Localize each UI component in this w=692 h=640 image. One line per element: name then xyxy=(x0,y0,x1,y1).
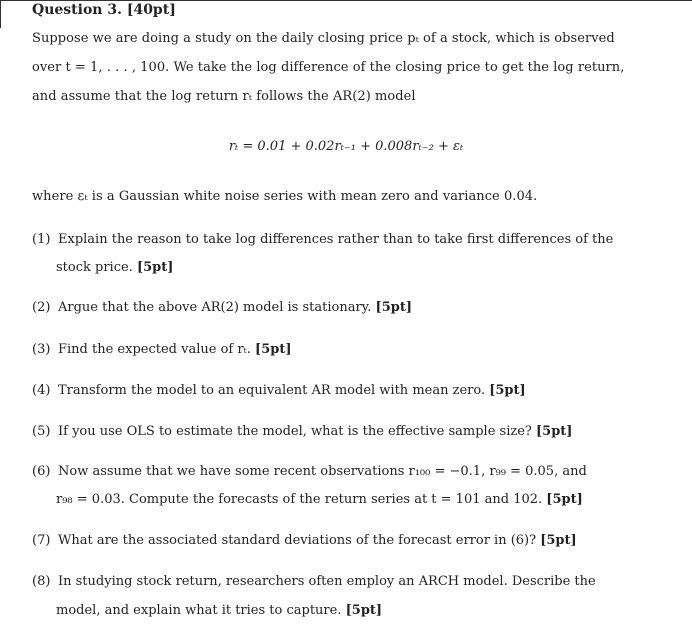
list-item xyxy=(32,232,613,247)
item-number: (6) xyxy=(32,464,51,479)
item-text: Find the expected value of rₜ. xyxy=(58,342,251,357)
top-border xyxy=(0,0,692,1)
item-points: [5pt] xyxy=(375,300,412,315)
item-text: If you use OLS to estimate the model, what is the effective sample size? xyxy=(58,424,532,439)
item-number: (5) xyxy=(32,424,51,439)
item-text: model, and explain what it tries to capture. xyxy=(56,603,342,618)
intro-line-1: Suppose we are doing a study on the daily closing price pₜ of a stock, which is observed xyxy=(32,31,615,46)
item-text: What are the associated standard deviations of the forecast error in (6)? xyxy=(58,533,537,548)
intro-line-2: over t = 1, . . . , 100. We take the log difference of the closing price to get the log return, xyxy=(32,60,625,75)
question-title: Question 3. [40pt] xyxy=(32,2,176,18)
intro-line-3: and assume that the log return rₜ follows the AR(2) model xyxy=(32,89,416,104)
item-text: Now assume that we have some recent observations r₁₀₀ = −0.1, r₉₉ = 0.05, and xyxy=(58,464,587,479)
item-points: [5pt] xyxy=(546,492,583,507)
list-item xyxy=(32,342,292,357)
list-item xyxy=(32,424,572,439)
ar2-equation: rₜ = 0.01 + 0.02rₜ₋₁ + 0.008rₜ₋₂ + εₜ xyxy=(228,139,464,154)
item-number: (2) xyxy=(32,300,51,315)
item-number: (7) xyxy=(32,533,51,548)
item-points: [5pt] xyxy=(345,603,383,618)
item-text: Argue that the above AR(2) model is stationary. xyxy=(58,300,372,315)
list-item-continuation xyxy=(56,260,173,275)
item-text: stock price. xyxy=(56,260,133,275)
item-points: [5pt] xyxy=(536,424,573,439)
list-item xyxy=(32,300,412,315)
item-number: (3) xyxy=(32,342,51,357)
where-line: where εₜ is a Gaussian white noise series with mean zero and variance 0.04. xyxy=(32,189,538,204)
item-points: [5pt] xyxy=(540,533,577,548)
item-number: (1) xyxy=(32,232,51,247)
list-item xyxy=(32,464,587,479)
left-border xyxy=(0,0,1,28)
item-points: [5pt] xyxy=(136,260,174,275)
list-item xyxy=(32,533,577,548)
list-item xyxy=(32,574,596,589)
item-text: Transform the model to an equivalent AR model with mean zero. xyxy=(58,383,486,398)
item-text: r₉₈ = 0.03. Compute the forecasts of the return series at t = 101 and 102. xyxy=(56,492,543,507)
list-item-continuation xyxy=(56,492,583,507)
item-text: Explain the reason to take log differences rather than to take first differences of the xyxy=(58,232,614,247)
item-number: (4) xyxy=(32,383,51,398)
item-text: In studying stock return, researchers often employ an ARCH model. Describe the xyxy=(58,574,596,589)
item-points: [5pt] xyxy=(255,342,292,357)
list-item-continuation xyxy=(56,603,382,618)
list-item xyxy=(32,383,526,398)
item-number: (8) xyxy=(32,574,51,589)
item-points: [5pt] xyxy=(489,383,526,398)
